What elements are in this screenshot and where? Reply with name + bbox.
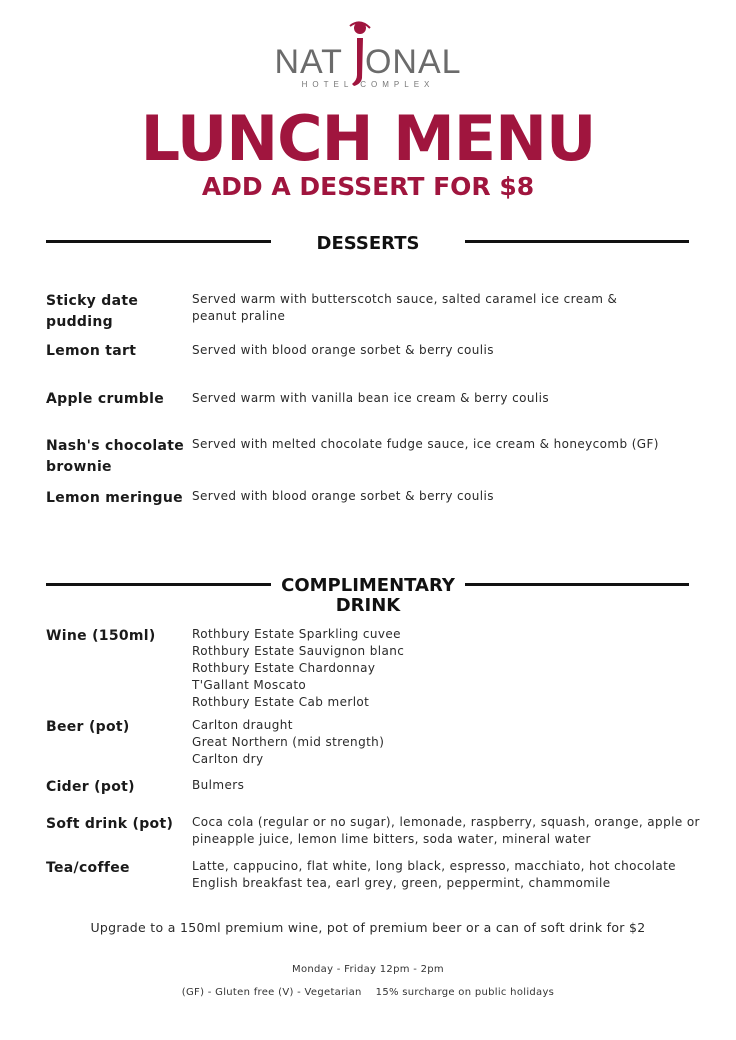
surcharge-note: 15% surcharge on public holidays [375, 987, 555, 998]
menu-title: LUNCH MENU [140, 102, 596, 175]
divider-left [46, 240, 271, 243]
dietary-legend: (GF) - Gluten free (V) - Vegetarian [181, 987, 362, 998]
drink-description: Rothbury Estate Sparkling cuvee Rothbury Estate Sauvignon blanc Rothbury Estate Chardonnay T'Gallant Moscato Rothbury Estate Cab merlot [192, 627, 405, 709]
dessert-name: Nash's chocolate brownie [46, 438, 184, 475]
drink-name: Cider (pot) [46, 779, 135, 795]
logo-tagline: HOTEL COMPLEX [301, 80, 435, 89]
dessert-name: Lemon tart [46, 343, 137, 359]
dessert-description: Served warm with butterscotch sauce, salted caramel ice cream & peanut praline [192, 292, 618, 323]
drink-name: Tea/coffee [46, 860, 130, 876]
desserts-heading: DESSERTS [316, 233, 420, 254]
dessert-description: Served with melted chocolate fudge sauce, ice cream & honeycomb (GF) [192, 437, 659, 451]
divider-left [46, 583, 271, 586]
upgrade-note: Upgrade to a 150ml premium wine, pot of premium beer or a can of soft drink for $2 [90, 920, 646, 935]
dessert-description: Served with blood orange sorbet & berry coulis [192, 343, 494, 357]
drink-name: Soft drink (pot) [46, 816, 174, 832]
dessert-name: Lemon meringue [46, 490, 183, 506]
logo [0, 10, 736, 89]
divider-right [465, 240, 689, 243]
dessert-description: Served with blood orange sorbet & berry coulis [192, 489, 494, 503]
dessert-name: Sticky date pudding [46, 293, 139, 330]
drink-description: Bulmers [192, 778, 245, 792]
footer-notes [0, 987, 736, 998]
drink-description: Coca cola (regular or no sugar), lemonade, raspberry, squash, orange, apple or pineapple juice, lemon lime bitters, soda water, mineral water [192, 815, 700, 846]
drink-description: Carlton draught Great Northern (mid strength) Carlton dry [192, 718, 385, 766]
drink-description: Latte, cappucino, flat white, long black, espresso, macchiato, hot chocolate English breakfast tea, earl grey, green, peppermint, chammomile [192, 859, 676, 890]
drink-name: Wine (150ml) [46, 628, 156, 644]
drinks-heading: COMPLIMENTARY DRINK [281, 575, 455, 616]
service-hours: Monday - Friday 12pm - 2pm [292, 964, 444, 975]
divider-right [465, 583, 689, 586]
menu-subtitle: ADD A DESSERT FOR $8 [201, 172, 535, 201]
drink-name: Beer (pot) [46, 719, 130, 735]
logo-wordmark: NAT ONAL [274, 43, 462, 81]
dessert-description: Served warm with vanilla bean ice cream & berry coulis [192, 391, 549, 405]
dessert-name: Apple crumble [46, 391, 165, 407]
